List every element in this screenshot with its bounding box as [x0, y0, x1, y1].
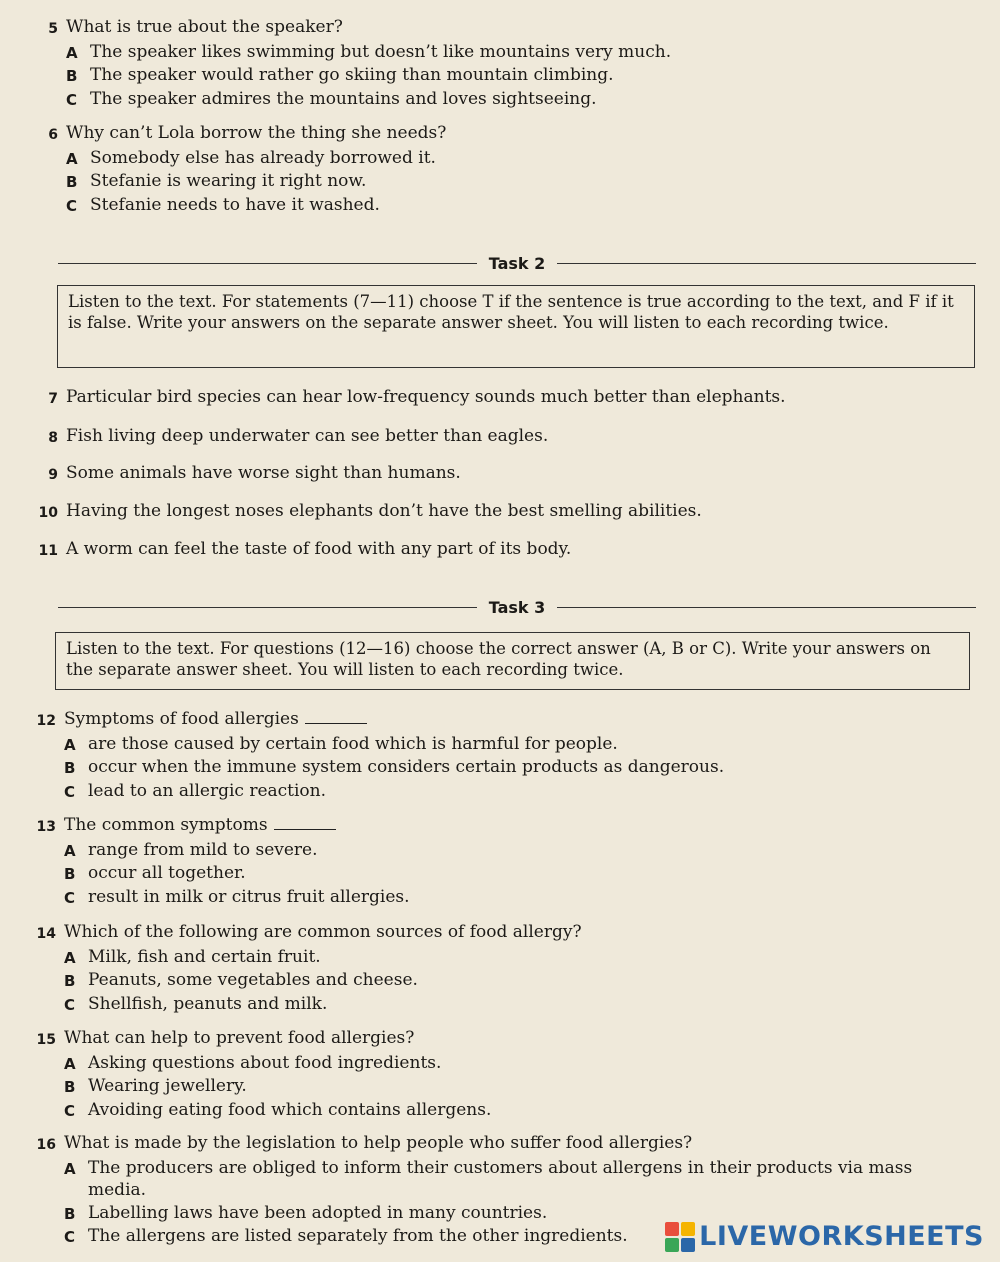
option-a[interactable]: A The speaker likes swimming but doesn’t like mountains very much. — [66, 41, 672, 62]
option-c[interactable]: C The speaker admires the mountains and loves sightseeing. — [66, 88, 597, 109]
statement-7: 7 Particular bird species can hear low-frequency sounds much better than elephants. — [48, 387, 786, 407]
question-text: What is true about the speaker? — [66, 17, 343, 37]
option-c[interactable]: C Stefanie needs to have it washed. — [66, 194, 380, 215]
option-b[interactable]: B Labelling laws have been adopted in many countries. — [64, 1202, 548, 1223]
task-3-header — [58, 597, 976, 617]
question-16: 16 What is made by the legislation to help people who suffer food allergies? A The producers are obliged to inform their customers about allergens in their products via mass media. B Labelling laws have been adopted in many countries. C The allergens are listed separately from the other ingredients. — [34, 1132, 974, 1249]
divider — [557, 263, 976, 264]
statement-8: 8 Fish living deep underwater can see better than eagles. — [48, 426, 549, 446]
option-b[interactable]: B Wearing jewellery. — [64, 1076, 247, 1096]
question-text: Which of the following are common sources of food allergy? — [64, 922, 582, 942]
option-a[interactable]: A Asking questions about food ingredients. — [64, 1052, 442, 1073]
logo-text: LIVEWORKSHEETS — [699, 1221, 984, 1252]
option-c[interactable]: C The allergens are listed separately from the other ingredients. — [64, 1226, 628, 1246]
logo-mark-icon — [665, 1222, 695, 1252]
divider — [58, 263, 477, 264]
statement-10: 10 Having the longest noses elephants don’t have the best smelling abilities. — [38, 501, 702, 521]
option-b[interactable]: B The speaker would rather go skiing than mountain climbing. — [66, 65, 614, 85]
option-c[interactable]: C lead to an allergic reaction. — [64, 780, 327, 801]
question-13: 13 The common symptoms A range from mild to severe. B occur all together. C result in milk or citrus fruit allergies. — [34, 814, 934, 909]
question-number: 6 — [48, 127, 58, 143]
question-14: 14 Which of the following are common sources of food allergy? A Milk, fish and certain fruit. B Peanuts, some vegetables and cheese. C Shellfish, peanuts and milk. — [34, 921, 934, 1016]
answer-blank — [274, 829, 336, 830]
question-text: The common symptoms — [64, 815, 268, 835]
question-text: What can help to prevent food allergies? — [64, 1028, 415, 1048]
divider — [58, 607, 477, 608]
option-b[interactable]: B Stefanie is wearing it right now. — [66, 171, 367, 191]
option-a[interactable]: A Milk, fish and certain fruit. — [64, 946, 321, 967]
statement-9: 9 Some animals have worse sight than humans. — [48, 463, 461, 483]
option-b[interactable]: B Peanuts, some vegetables and cheese. — [64, 970, 418, 990]
divider — [557, 607, 976, 608]
task-2-header — [58, 253, 976, 273]
option-a[interactable]: A Somebody else has already borrowed it. — [66, 147, 436, 168]
option-c[interactable]: C result in milk or citrus fruit allergies. — [64, 886, 410, 907]
question-number: 5 — [48, 21, 58, 37]
question-text: What is made by the legislation to help people who suffer food allergies? — [64, 1133, 693, 1153]
task-title: Task 2 — [488, 253, 546, 273]
task-2-instructions: Listen to the text. For statements (7—11) choose T if the sentence is true according to the text, and F if it is false. Write your answers on the separate answer sheet. You will listen to each recording twice. — [57, 285, 975, 368]
option-c[interactable]: C Avoiding eating food which contains allergens. — [64, 1099, 492, 1120]
question-5 — [36, 16, 936, 111]
option-a[interactable]: A range from mild to severe. — [64, 839, 318, 860]
task-title: Task 3 — [488, 597, 546, 617]
option-b[interactable]: B occur all together. — [64, 863, 246, 883]
question-6 — [36, 122, 936, 217]
option-c[interactable]: C Shellfish, peanuts and milk. — [64, 993, 328, 1014]
question-text: Symptoms of food allergies — [64, 709, 299, 729]
task-3-instructions: Listen to the text. For questions (12—16) choose the correct answer (A, B or C). Write your answers on the separate answer sheet. You will listen to each recording twice. — [55, 632, 970, 690]
answer-blank — [305, 723, 367, 724]
question-12: 12 Symptoms of food allergies A are those caused by certain food which is harmful for people. B occur when the immune system considers certain products as dangerous. C lead to an allergic reaction. — [34, 708, 934, 803]
option-a[interactable]: A are those caused by certain food which is harmful for people. — [64, 733, 618, 754]
statement-11: 11 A worm can feel the taste of food with any part of its body. — [38, 539, 572, 559]
question-15: 15 What can help to prevent food allergies? A Asking questions about food ingredients. B Wearing jewellery. C Avoiding eating food which contains allergens. — [34, 1027, 934, 1122]
liveworksheets-logo — [665, 1221, 984, 1252]
question-text: Why can’t Lola borrow the thing she needs? — [66, 123, 447, 143]
option-b[interactable]: B occur when the immune system considers certain products as dangerous. — [64, 757, 725, 777]
option-a[interactable]: A The producers are obliged to inform their customers about allergens in their products via mass media. — [64, 1157, 913, 1200]
